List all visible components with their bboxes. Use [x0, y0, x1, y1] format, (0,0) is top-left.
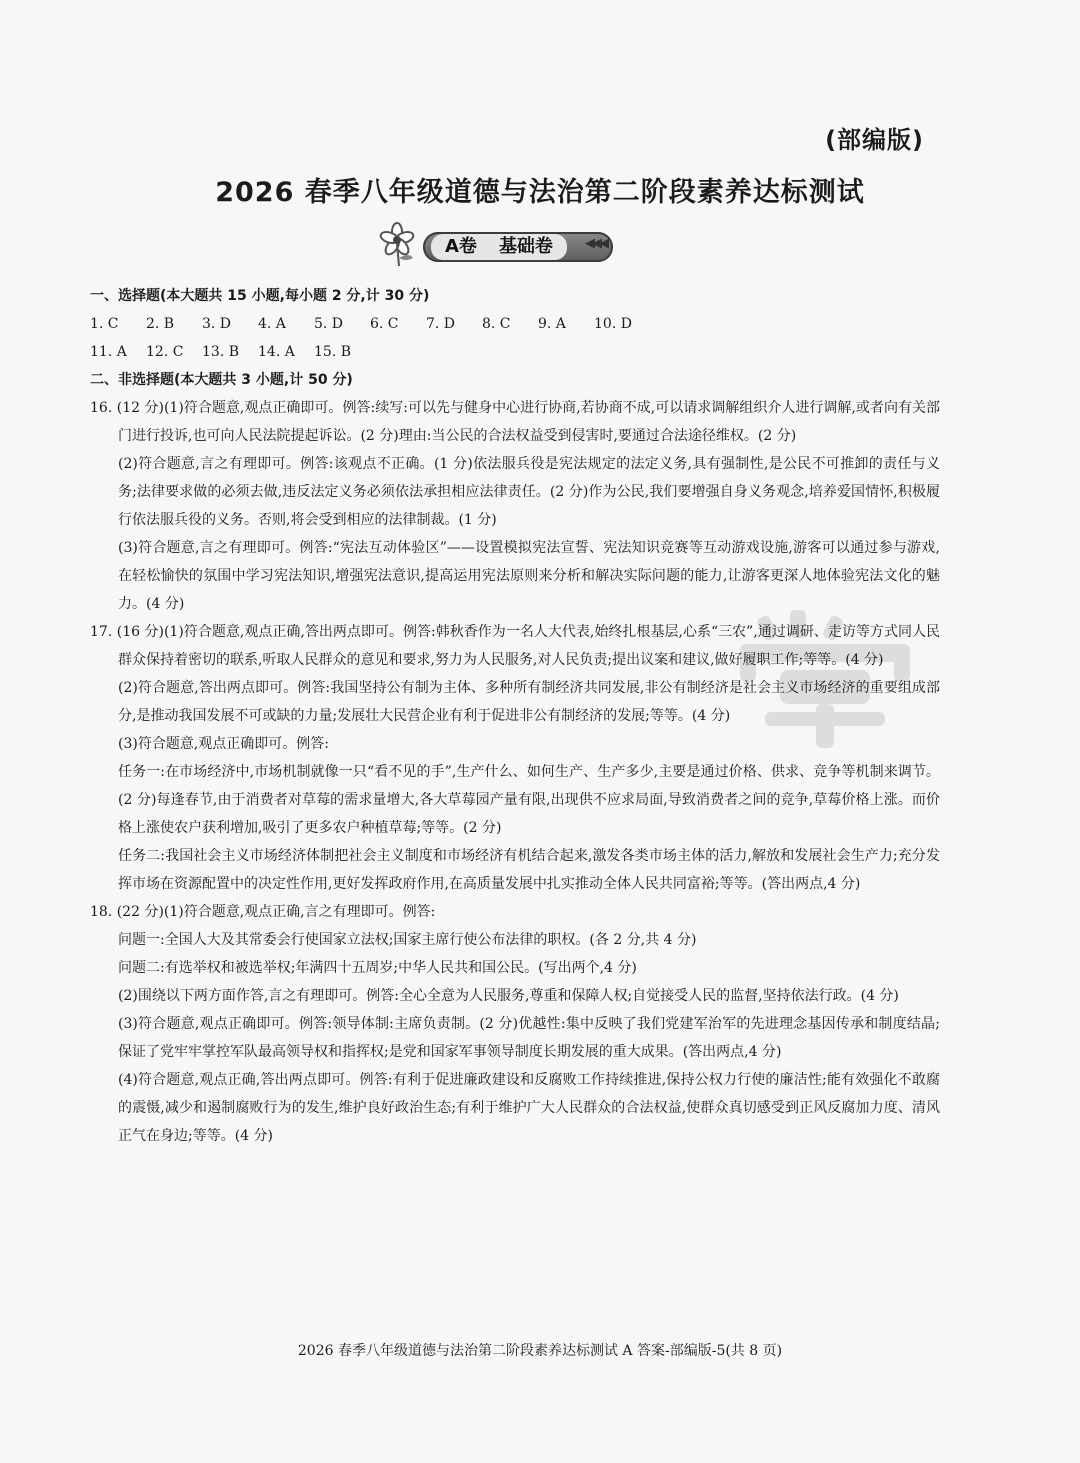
choice-answer: 10. D [594, 316, 632, 332]
choice-answer: 5. D [314, 316, 344, 332]
q17-part3: (3)符合题意,观点正确即可。例答: [118, 736, 329, 752]
page-title: 2026 春季八年级道德与法治第二阶段素养达标测试 [215, 177, 865, 208]
q16-part3: (3)符合题意,言之有理即可。例答:“宪法互动体验区”——设置模拟宪法宣誓、宪法知识竞赛等互动游戏设施,游客可以通过参与游戏,在轻松愉快的氛围中学习宪法知识,增强宪法意识,提高运用宪法原则来分析和解决实际问题的能力,让游客更深人地体验宪法文化的魅力。(4 分) [118, 540, 940, 612]
banner-text [431, 234, 567, 260]
choice-answer: 13. B [202, 344, 240, 360]
choice-answer: 14. A [258, 344, 295, 360]
q17-task1: 任务一:在市场经济中,市场机制就像一只“看不见的手”,生产什么、如何生产、生产多少,主要是通过价格、供求、竞争等机制来调节。(2 分)每逢春节,由于消费者对草莓的需求量增大,各大草莓园产量有限,出现供不应求局面,导致消费者之间的竞争,草莓价格上涨。而价格上涨使农户获利增加,吸引了更多农户种植草莓;等等。(2 分) [118, 764, 940, 836]
choice-answer: 15. B [314, 344, 352, 360]
answer-content [90, 282, 940, 1150]
q18-part1: 18. (22 分)(1)符合题意,观点正确,言之有理即可。例答: [90, 904, 436, 920]
q17-part1: 17. (16 分)(1)符合题意,观点正确,答出两点即可。例答:韩秋香作为一名人大代表,始终扎根基层,心系“三农”,通过调研、走访等方式同人民群众保持着密切的联系,听取人民群众的意见和要求,努力为人民服务,对人民负责;提出议案和建议,做好履职工作;等等。(4 分) [90, 624, 940, 668]
edition-label: (部编版) [825, 126, 924, 154]
choice-answer: 2. B [146, 316, 175, 332]
arrow-left-icon: ◀◀◀ [585, 236, 606, 251]
q18-part4: (4)符合题意,观点正确,答出两点即可。例答:有利于促进廉政建设和反腐败工作持续推进,保持公权力行使的廉洁性;能有效强化不敢腐的震慑,减少和遏制腐败行为的发生,维护良好政治生态;有利于维护广大人民群众的合法权益,使群众真切感受到正风反腐加力度、清风正气在身边;等等。(4 分) [118, 1072, 940, 1144]
section-banner [373, 222, 641, 268]
q16-part2: (2)符合题意,言之有理即可。例答:该观点不正确。(1 分)依法服兵役是宪法规定的法定义务,具有强制性,是公民不可推卸的责任与义务;法律要求做的必须去做,违反法定义务必须依法承担相应法律责任。(2 分)作为公民,我们要增强自身义务观念,培养爱国情怀,积极履行依法服兵役的义务。否则,将会受到相应的法律制裁。(1 分) [118, 456, 940, 528]
page-footer: 2026 春季八年级道德与法治第二阶段素养达标测试 A 答案-部编版-5(共 8 页) [297, 1343, 783, 1359]
banner-basic: 基础卷 [498, 236, 553, 257]
q18-part2: (2)围绕以下两方面作答,言之有理即可。例答:全心全意为人民服务,尊重和保障人权;自觉接受人民的监督,坚持依法行政。(4 分) [118, 988, 899, 1004]
section2-heading: 二、非选择题(本大题共 3 小题,计 50 分) [90, 372, 353, 388]
section1-heading: 一、选择题(本大题共 15 小题,每小题 2 分,计 30 分) [90, 288, 430, 304]
choice-answer: 8. C [482, 316, 511, 332]
choice-answer: 9. A [538, 316, 566, 332]
choice-answer: 11. A [90, 344, 127, 360]
choice-answers-row2 [90, 338, 940, 366]
q16-part1: 16. (12 分)(1)符合题意,观点正确即可。例答:续写:可以先与健身中心进行协商,若协商不成,可以请求调解组织介人进行调解,或者向有关部门进行投诉,也可向人民法院提起诉讼。(2 分)理由:当公民的合法权益受到侵害时,要通过合法途径维权。(2 分) [90, 400, 940, 444]
q17-task2: 任务二:我国社会主义市场经济体制把社会主义制度和市场经济有机结合起来,激发各类市场主体的活力,解放和发展社会生产力;充分发挥市场在资源配置中的决定性作用,更好发挥政府作用,在高质量发展中扎实推动全体人民共同富裕;等等。(答出两点,4 分) [118, 848, 940, 892]
choice-answer: 1. C [90, 316, 119, 332]
q18-part3: (3)符合题意,观点正确即可。例答:领导体制:主席负责制。(2 分)优越性:集中反映了我们党建军治军的先进理念基因传承和制度结晶;保证了党牢牢掌控军队最高领导权和指挥权;是党和国家军事领导制度长期发展的重大成果。(答出两点,4 分) [118, 1016, 940, 1060]
choice-answer: 3. D [202, 316, 232, 332]
choice-answer: 7. D [426, 316, 456, 332]
choice-answer: 4. A [258, 316, 286, 332]
choice-answer: 12. C [146, 344, 184, 360]
q18-question2: 问题二:有选举权和被选举权;年满四十五周岁;中华人民共和国公民。(写出两个,4 分) [118, 960, 637, 976]
choice-answer: 6. C [370, 316, 399, 332]
banner-volume-a: A卷 [445, 236, 477, 257]
q17-part2: (2)符合题意,答出两点即可。例答:我国坚持公有制为主体、多种所有制经济共同发展,非公有制经济是社会主义市场经济的重要组成部分,是推动我国发展不可或缺的力量;发展壮大民营企业有利于促进非公有制经济的发展;等等。(4 分) [118, 680, 940, 724]
q18-question1: 问题一:全国人大及其常委会行使国家立法权;国家主席行使公布法律的职权。(各 2 分,共 4 分) [118, 932, 697, 948]
choice-answers-row1 [90, 310, 940, 338]
